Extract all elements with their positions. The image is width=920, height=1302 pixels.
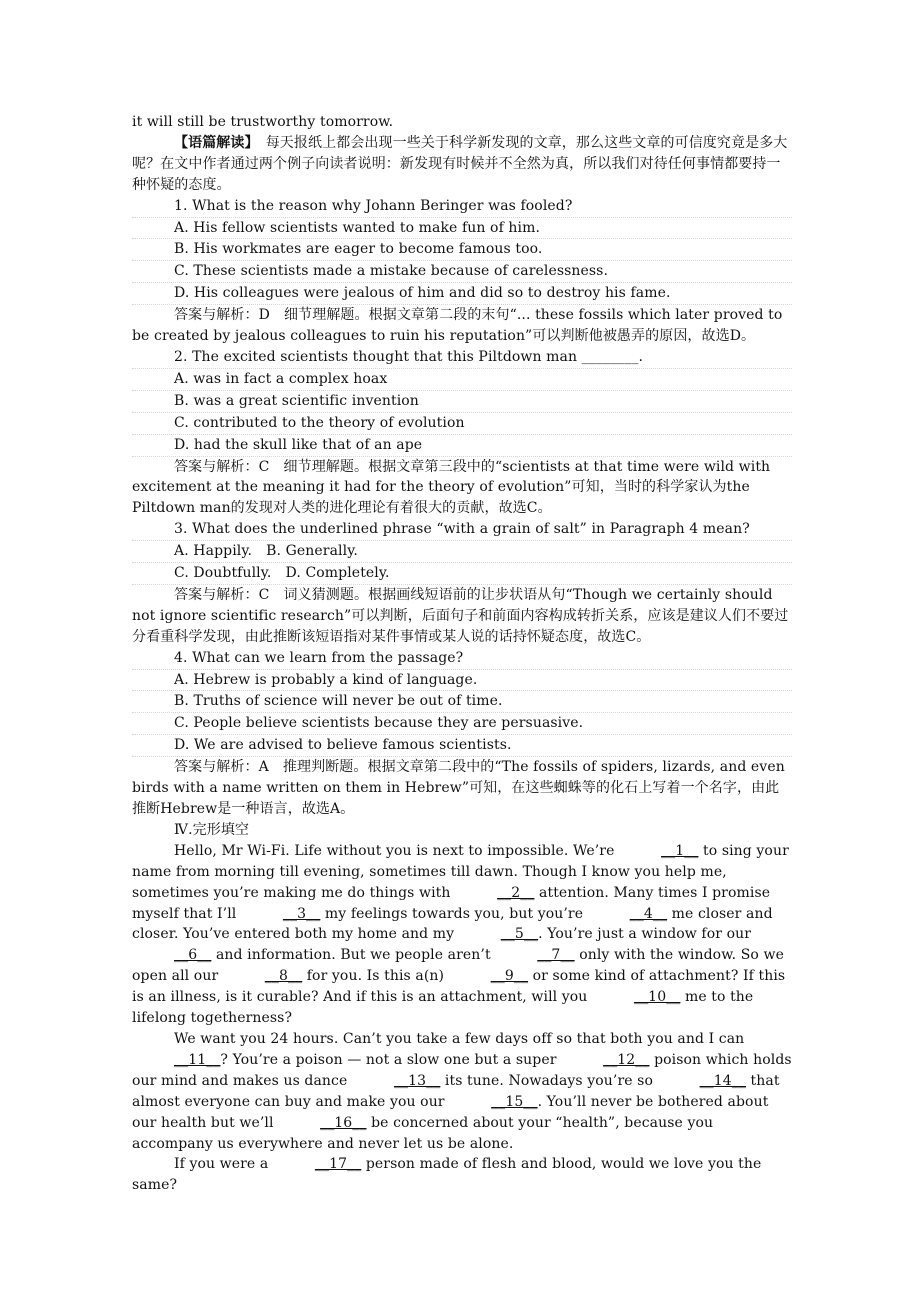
answer-explanation: 答案与解析：C 细节理解题。根据文章第三段中的“scientists at that time were wild with excitement at the meaning it had for the theory of evolution”可知，当时的科学家认为the Piltdown man的发现对人类的进化理论有着很大的贡献，故选C。 (132, 458, 771, 517)
cloze-blank: __1__ (661, 842, 699, 859)
cloze-blank: __2__ (497, 884, 535, 901)
option: C. People believe scientists because they are persuasive. (132, 713, 792, 735)
cloze-text: Hello, Mr Wi-Fi. Life without you is next to impossible. We’re (174, 842, 620, 859)
cloze-paragraph (132, 841, 792, 1029)
cloze-blank: __15__ (491, 1093, 538, 1110)
cloze-text: and information. But we people aren’t (211, 947, 496, 964)
cloze-text: person made of flesh and blood, would we love you the same? (132, 1156, 762, 1194)
cloze-blank: __7__ (537, 947, 575, 964)
cloze-paragraph (132, 1029, 792, 1154)
option: D. His colleagues were jealous of him and did so to destroy his fame. (132, 283, 792, 305)
cloze-blank: __6__ (174, 947, 212, 964)
document-page (132, 112, 792, 1196)
cloze-text: or some kind of attachment? If this is an illness, is it curable? And if this is an attachment, will you (132, 968, 786, 1006)
cloze-blank: __14__ (699, 1072, 746, 1089)
option: A. was in fact a complex hoax (132, 369, 792, 391)
option: A. Happily. B. Generally. (132, 541, 792, 563)
cloze-text: for you. Is this a(n) (302, 968, 449, 985)
cloze-text: its tune. Nowadays you’re so (440, 1072, 658, 1089)
cloze-text: . You’ll never be bothered about our health but we’ll (132, 1093, 769, 1131)
cloze-text: . You’re just a window for our (538, 926, 752, 943)
cloze-text: be concerned about your “health”, because you accompany us everywhere and never let us be alone. (132, 1114, 714, 1152)
cloze-text: that almost everyone can buy and make you our (132, 1072, 780, 1110)
cloze-text: If you were a (174, 1156, 273, 1173)
cloze-blank: __3__ (282, 905, 321, 922)
cloze-blank: __11__ (174, 1051, 221, 1068)
question-stem: 2. The excited scientists thought that this Piltdown man ________. (132, 347, 792, 369)
cloze-blank: __17__ (314, 1156, 362, 1173)
analysis-paragraph (132, 133, 792, 196)
cloze-text: ? You’re a poison — not a slow one but a super (220, 1051, 562, 1068)
answer-explanation: 答案与解析：C 词义猜测题。根据画线短语前的让步状语从句“Though we certainly should not ignore scientific research”可以判断，后面句子和前面内容构成转折关系，应该是建议人们不要过分看重科学发现，由此推断该短语指对某件事情或某人说的话持怀疑态度，故选C。 (132, 586, 789, 645)
analysis-tag: 【语篇解读】 (174, 134, 252, 151)
option: D. had the skull like that of an ape (132, 435, 792, 457)
option: A. His fellow scientists wanted to make fun of him. (132, 218, 792, 240)
option: C. These scientists made a mistake because of carelessness. (132, 261, 792, 283)
cloze-blank: __13__ (393, 1072, 441, 1089)
question-stem: 4. What can we learn from the passage? (132, 648, 792, 670)
option: D. We are advised to believe famous scientists. (132, 735, 792, 757)
cloze-blank: __12__ (603, 1051, 650, 1068)
answer-explanation: 答案与解析：D 细节理解题。根据文章第二段的末句“... these fossils which later proved to be created by jealous colleagues to ruin his reputation”可以判断他被愚弄的原因，故选D。 (132, 307, 783, 345)
option: A. Hebrew is probably a kind of language. (132, 670, 792, 692)
cloze-text: only with the window. So we open all our (132, 947, 784, 985)
question-stem: 3. What does the underlined phrase “with a grain of salt” in Paragraph 4 mean? (132, 519, 792, 541)
section-title: Ⅳ.完形填空 (174, 821, 250, 838)
option: B. was a great scientific invention (132, 391, 792, 413)
question-stem: 1. What is the reason why Johann Beringer was fooled? (132, 196, 792, 218)
cloze-blank: __16__ (320, 1114, 367, 1131)
cloze-blank: __8__ (264, 968, 303, 985)
option: B. His workmates are eager to become famous too. (132, 239, 792, 261)
option: C. Doubtfully. D. Completely. (132, 563, 792, 585)
cloze-text: me to the lifelong togetherness? (132, 989, 754, 1027)
cloze-paragraph (132, 1154, 792, 1196)
intro-line: it will still be trustworthy tomorrow. (132, 114, 394, 130)
answer-explanation: 答案与解析：A 推理判断题。根据文章第二段中的“The fossils of spiders, lizards, and even birds with a name written on them in Hebrew”可知，在这些蜘蛛等的化石上写着一个名字，由此推断Hebrew是一种语言，故选A。 (132, 759, 785, 817)
cloze-text: poison which holds our mind and makes us dance (132, 1051, 792, 1089)
cloze-blank: __9__ (490, 968, 529, 985)
cloze-text: attention. Many times I promise myself that I’ll (132, 884, 771, 922)
cloze-text: We want you 24 hours. Can’t you take a few days off so that both you and I can (174, 1030, 745, 1047)
option: B. Truths of science will never be out of time. (132, 691, 792, 713)
cloze-blank: __4__ (629, 905, 668, 922)
cloze-text: my feelings towards you, but you’re (320, 905, 588, 922)
cloze-text: me closer and closer. You’ve entered both my home and my (132, 905, 773, 943)
cloze-blank: __5__ (500, 926, 539, 943)
option: C. contributed to the theory of evolution (132, 413, 792, 435)
analysis-text: 每天报纸上都会出现一些关于科学新发现的文章，那么这些文章的可信度究竟是多大呢？在文中作者通过两个例子向读者说明：新发现有时候并不全然为真，所以我们对待任何事情都要持一种怀疑的态度。 (132, 134, 788, 193)
cloze-blank: __10__ (633, 989, 681, 1006)
cloze-text: to sing your name from morning till evening, sometimes till dawn. Though I know you help me, sometimes you’re making me do things with (132, 842, 789, 901)
